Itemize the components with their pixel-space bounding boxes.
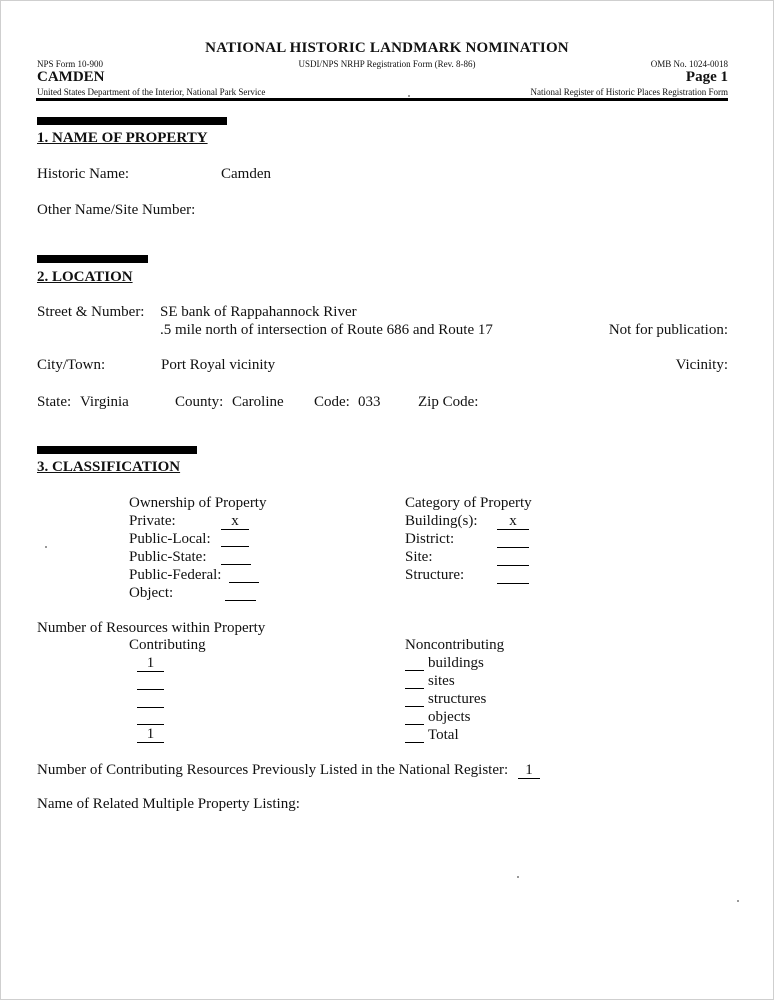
form-number: NPS Form 10-900 (37, 59, 104, 69)
form-name: USDI/NPS NRHP Registration Form (Rev. 8-86) (298, 59, 476, 69)
blank-line (225, 600, 256, 601)
other-name-label: Other Name/Site Number: (37, 202, 196, 218)
blank-line (497, 565, 529, 566)
county-label: County: (175, 394, 224, 410)
zip-label: Zip Code: (418, 394, 479, 410)
private-value: x (221, 513, 249, 530)
blank-line (221, 546, 249, 547)
header-rule (36, 98, 728, 101)
city-value: Port Royal vicinity (161, 357, 276, 373)
historic-name-label: Historic Name: (37, 166, 130, 182)
building-value: x (497, 513, 529, 530)
contributing-total: 1 (137, 726, 164, 743)
blank-line (221, 564, 251, 565)
related-listing-label: Name of Related Multiple Property Listing: (37, 796, 300, 812)
scan-speck (408, 95, 410, 97)
state-label: State: (37, 394, 72, 410)
page-number: Page 1 (685, 69, 728, 85)
blank-line (405, 742, 424, 743)
code-label: Code: (314, 394, 350, 410)
public-state-label: Public-State: (129, 549, 207, 565)
blank-line (497, 583, 529, 584)
noncontributing-heading: Noncontributing (405, 637, 505, 653)
site-label: Site: (405, 549, 433, 565)
section-3-title: 3. CLASSIFICATION (37, 459, 181, 475)
section-bar (37, 117, 227, 125)
street-line-1: SE bank of Rappahannock River (160, 304, 357, 320)
section-1-title: 1. NAME OF PROPERTY (37, 130, 208, 146)
public-federal-label: Public-Federal: (129, 567, 222, 583)
district-label: District: (405, 531, 455, 547)
code-value: 033 (358, 394, 381, 410)
category-heading: Category of Property (405, 495, 532, 511)
historic-name-value: Camden (221, 166, 271, 182)
street-label: Street & Number: (37, 304, 145, 320)
blank-line (137, 707, 164, 708)
city-label: City/Town: (37, 357, 106, 373)
omb-number: OMB No. 1024-0018 (650, 59, 728, 69)
object-label: Object: (129, 585, 174, 601)
agency-line: United States Department of the Interior, National Park Service (37, 87, 266, 97)
scan-speck (517, 876, 519, 878)
blank-line (497, 547, 529, 548)
blank-line (405, 724, 424, 725)
previously-listed-value: 1 (518, 762, 540, 779)
register-line: National Register of Historic Places Registration Form (530, 87, 728, 97)
county-value: Caroline (232, 394, 284, 410)
blank-line (137, 689, 164, 690)
blank-line (405, 688, 424, 689)
section-2-title: 2. LOCATION (37, 269, 133, 285)
nc-total-label: Total (428, 727, 459, 743)
private-label: Private: (129, 513, 176, 529)
property-heading: CAMDEN (37, 69, 105, 85)
scan-speck (45, 546, 47, 548)
previously-listed-label: Number of Contributing Resources Previously Listed in the National Register: (37, 762, 509, 778)
nc-objects-label: objects (428, 709, 471, 725)
state-value: Virginia (80, 394, 129, 410)
structure-label: Structure: (405, 567, 465, 583)
contributing-heading: Contributing (129, 637, 206, 653)
blank-line (405, 670, 424, 671)
blank-line (137, 724, 164, 725)
nc-buildings-label: buildings (428, 655, 484, 671)
resources-heading: Number of Resources within Property (37, 620, 266, 636)
vicinity-label: Vicinity: (675, 357, 728, 373)
not-for-publication: Not for publication: (608, 322, 728, 338)
scan-speck (737, 900, 739, 902)
section-bar (37, 446, 197, 454)
street-line-2: .5 mile north of intersection of Route 686 and Route 17 (160, 322, 493, 338)
section-bar (37, 255, 148, 263)
nc-structures-label: structures (428, 691, 487, 707)
blank-line (229, 582, 259, 583)
ownership-heading: Ownership of Property (129, 495, 267, 511)
form-title: NATIONAL HISTORIC LANDMARK NOMINATION (205, 40, 569, 56)
nc-sites-label: sites (428, 673, 455, 689)
contributing-buildings: 1 (137, 655, 164, 672)
building-label: Building(s): (405, 513, 478, 529)
public-local-label: Public-Local: (129, 531, 211, 547)
blank-line (405, 706, 424, 707)
